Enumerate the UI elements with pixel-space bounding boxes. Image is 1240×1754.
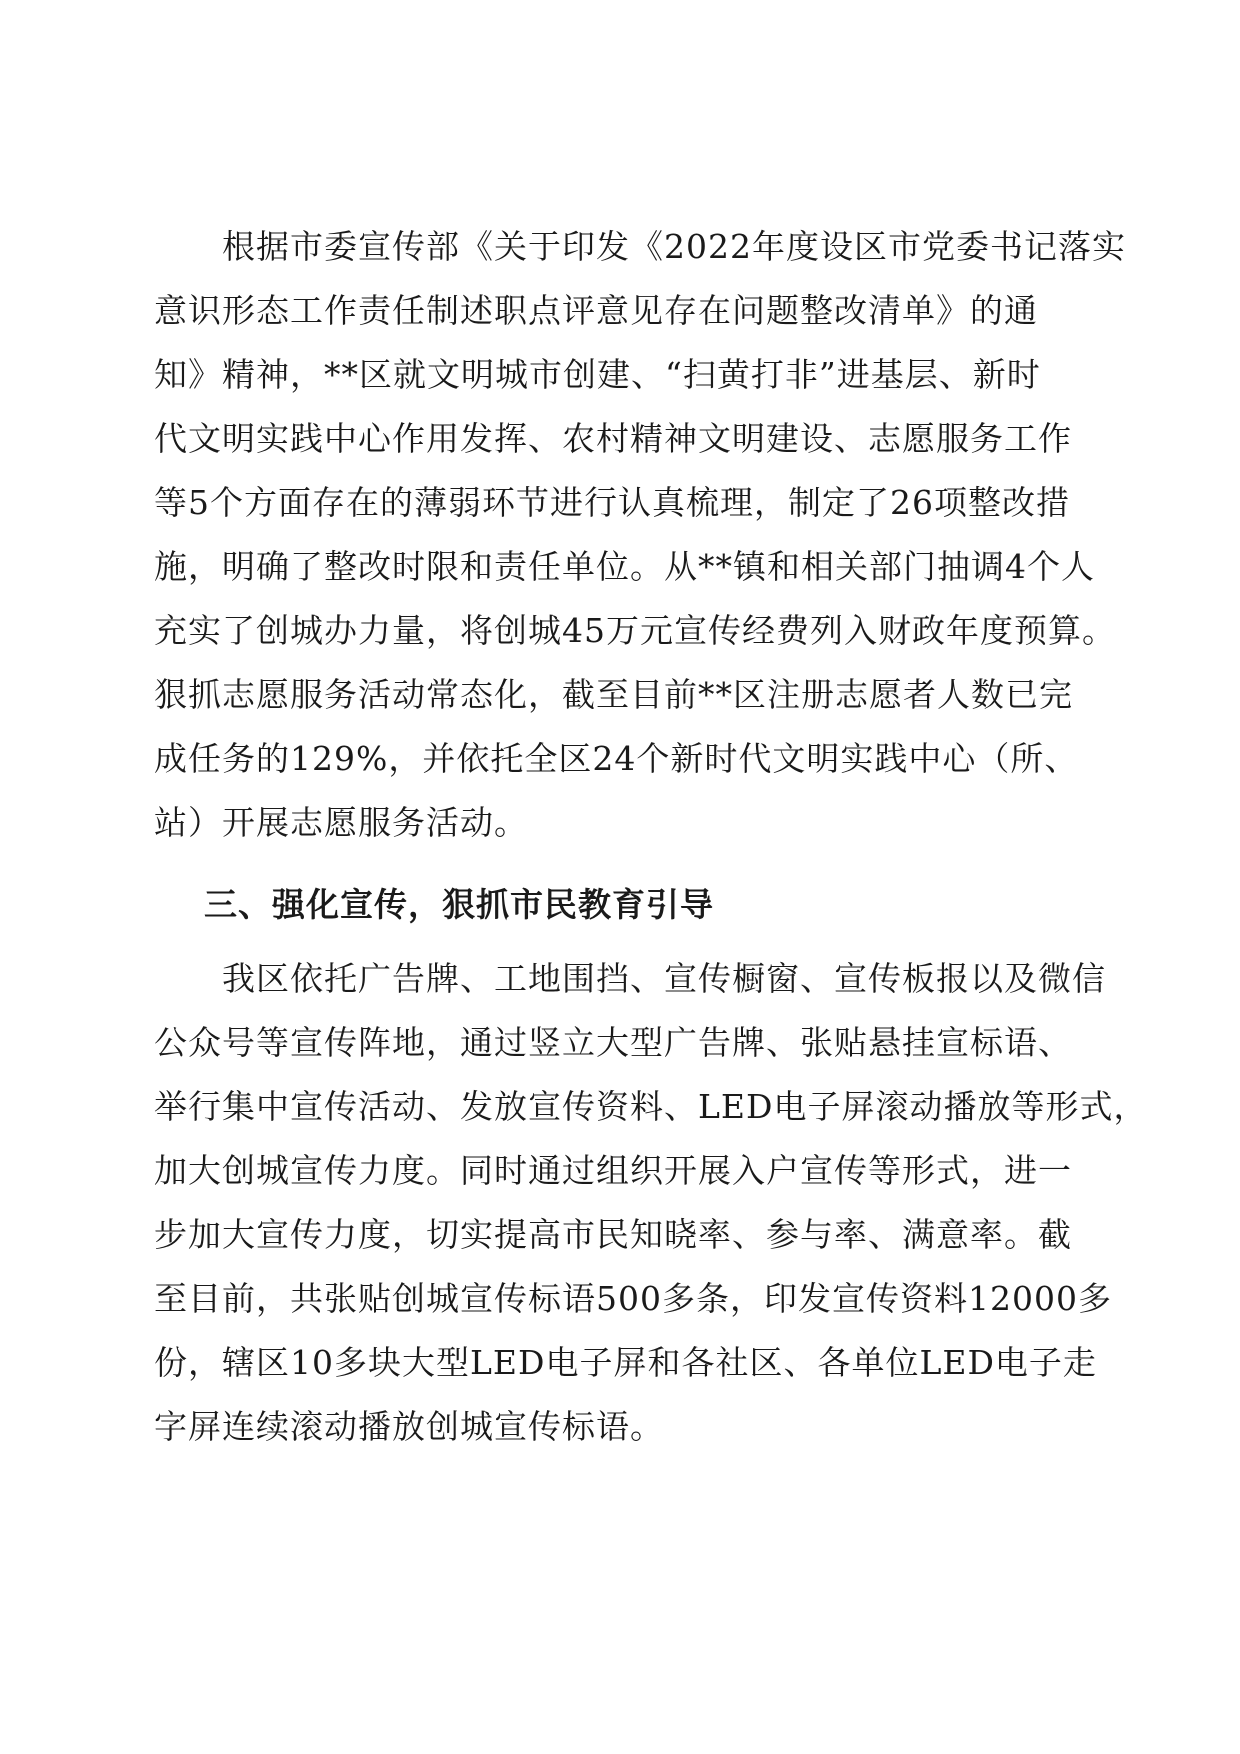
text-line-content: 根据市委宣传部《关于印发《2022年度设区市党委书记落实 (222, 227, 1126, 266)
text-line (154, 215, 1126, 279)
text-line (154, 791, 1104, 855)
text-line-content: 字屏连续滚动播放创城宣传标语。 (154, 1407, 664, 1446)
text-line-content: 份，辖区10多块大型LED电子屏和各社区、各单位LED电子走 (154, 1343, 1097, 1382)
text-line-content: 充实了创城办力量，将创城45万元宣传经费列入财政年度预算。 (154, 611, 1116, 650)
text-line (154, 343, 1104, 407)
text-line-content: 意识形态工作责任制述职点评意见存在问题整改清单》的通 (154, 291, 1038, 330)
text-line-content: 代文明实践中心作用发挥、农村精神文明建设、志愿服务工作 (154, 419, 1072, 458)
paragraph-publicity (154, 947, 1148, 1459)
text-line (154, 1203, 1104, 1267)
text-line-content: 加大创城宣传力度。同时通过组织开展入户宣传等形式，进一 (154, 1151, 1072, 1190)
text-line (154, 407, 1104, 471)
text-line (154, 471, 1104, 535)
text-line (154, 279, 1104, 343)
text-line-content: 步加大宣传力度，切实提高市民知晓率、参与率、满意率。截 (154, 1215, 1072, 1254)
text-line (154, 1395, 1104, 1459)
paragraph-volunteer-service (154, 215, 1126, 855)
document-body (154, 215, 1148, 1459)
text-line (154, 1267, 1112, 1331)
text-line (154, 1075, 1148, 1139)
text-line-content: 站）开展志愿服务活动。 (154, 803, 528, 842)
text-line-content: 狠抓志愿服务活动常态化，截至目前**区注册志愿者人数已完 (154, 675, 1073, 714)
text-line-content: 等5个方面存在的薄弱环节进行认真梳理，制定了26项整改措 (154, 483, 1070, 522)
text-line (154, 947, 1104, 1011)
text-line (154, 535, 1104, 599)
text-line-content: 施，明确了整改时限和责任单位。从**镇和相关部门抽调4个人 (154, 547, 1095, 586)
text-line (154, 1011, 1104, 1075)
text-line-content: 知》精神，**区就文明城市创建、“扫黄打非”进基层、新时 (154, 355, 1041, 394)
text-line-content: 公众号等宣传阵地，通过竖立大型广告牌、张贴悬挂宣标语、 (154, 1023, 1072, 1062)
section-heading: 三、强化宣传，狠抓市民教育引导 (204, 885, 714, 924)
text-line (154, 1139, 1104, 1203)
text-line-content: 至目前，共张贴创城宣传标语500多条，印发宣传资料12000多 (154, 1279, 1112, 1318)
text-line-content: 我区依托广告牌、工地围挡、宣传橱窗、宣传板报以及微信 (222, 959, 1106, 998)
text-line (154, 727, 1104, 791)
text-line-content: 成任务的129%，并依托全区24个新时代文明实践中心（所、 (154, 739, 1079, 778)
text-line-content: 举行集中宣传活动、发放宣传资料、LED电子屏滚动播放等形式， (154, 1087, 1148, 1126)
text-line (154, 1331, 1104, 1395)
text-line (154, 663, 1104, 727)
text-line (154, 599, 1116, 663)
